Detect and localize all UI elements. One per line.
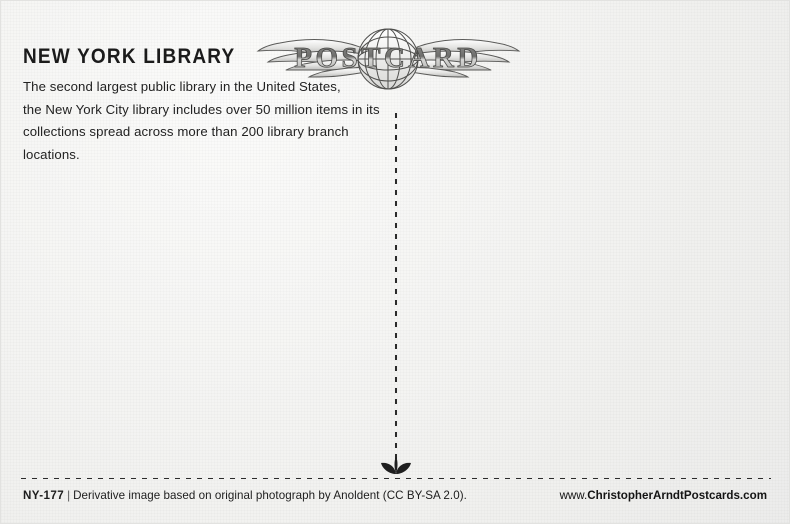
- bottom-divider: [21, 478, 771, 479]
- postcard-wordmark: POSTCARD: [294, 42, 482, 74]
- footer-credit: [23, 489, 467, 502]
- website-url-prefix: www.: [559, 489, 588, 502]
- footer-separator: |: [67, 489, 71, 502]
- leaf-ornament-icon: [370, 453, 422, 477]
- postcard-logo: [256, 17, 521, 95]
- description-line-3: collections spread across more than 200 library branch locations.: [23, 124, 349, 163]
- footer-website[interactable]: [560, 489, 767, 502]
- vertical-dotted-divider: [395, 113, 397, 461]
- description-line-2: the New York City library includes over 50 million items in its: [23, 101, 380, 117]
- description-line-1: The second largest public library in the United States,: [23, 79, 341, 94]
- page-title: NEW YORK LIBRARY: [23, 45, 236, 69]
- credit-text: Derivative image based on original photograph by Anoldent (CC BY-SA 2.0).: [73, 489, 467, 502]
- website-url: ChristopherArndtPostcards.com: [587, 489, 767, 502]
- card-code: NY-177: [23, 489, 65, 502]
